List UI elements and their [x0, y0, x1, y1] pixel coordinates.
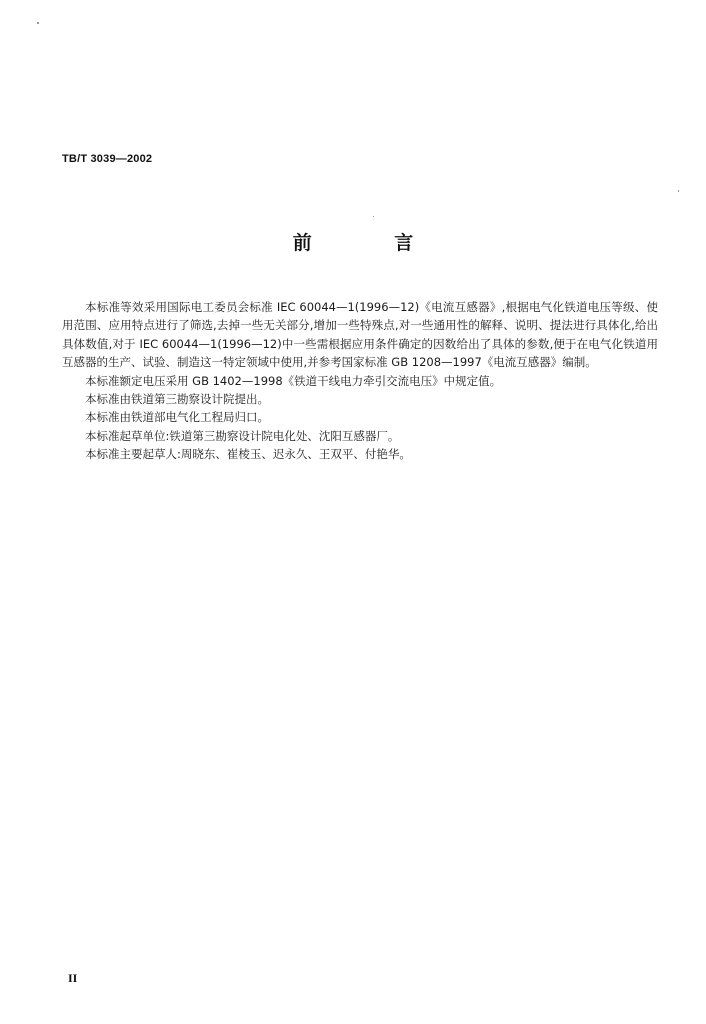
- standard-code: TB/T 3039—2002: [62, 153, 153, 165]
- foreword-paragraph: 本标准主要起草人:周晓东、崔棱玉、迟永久、王双平、付艳华。: [85, 447, 411, 462]
- page-title: 前 言: [292, 232, 452, 254]
- foreword-paragraph: 本标准额定电压采用 GB 1402—1998《铁道干线电力牵引交流电压》中规定值。: [85, 373, 502, 388]
- foreword-paragraph: 本标准由铁道第三勘察设计院提出。: [85, 392, 269, 407]
- foreword-paragraph: 本标准由铁道部电气化工程局归口。: [85, 410, 269, 425]
- scan-speck: [373, 216, 374, 217]
- scan-speck: [37, 22, 39, 24]
- foreword-body: [62, 298, 658, 464]
- foreword-paragraph: 本标准起草单位:铁道第三勘察设计院电化处、沈阳互感器厂。: [85, 428, 400, 443]
- foreword-paragraph: 本标准等效采用国际电工委员会标准 IEC 60044—1(1996—12)《电流互感器》,根据电气化铁道电压等级、使用范围、应用特点进行了筛选,去掉一些无关部分,增加一些特殊点,对一些通用性的解释、说明、提法进行具体化,给出具体数值,对于 IEC 60044—1(1996—12)中一些需根据应用条件确定的因数给出了具体的参数,便于在电气化铁道用互感器的生产、试验、制造这一特定领域中使用,并参考国家标准 GB 1208—1997《电流互感器》编制。: [62, 300, 658, 370]
- page-number: II: [68, 971, 78, 985]
- scan-speck: [678, 190, 679, 192]
